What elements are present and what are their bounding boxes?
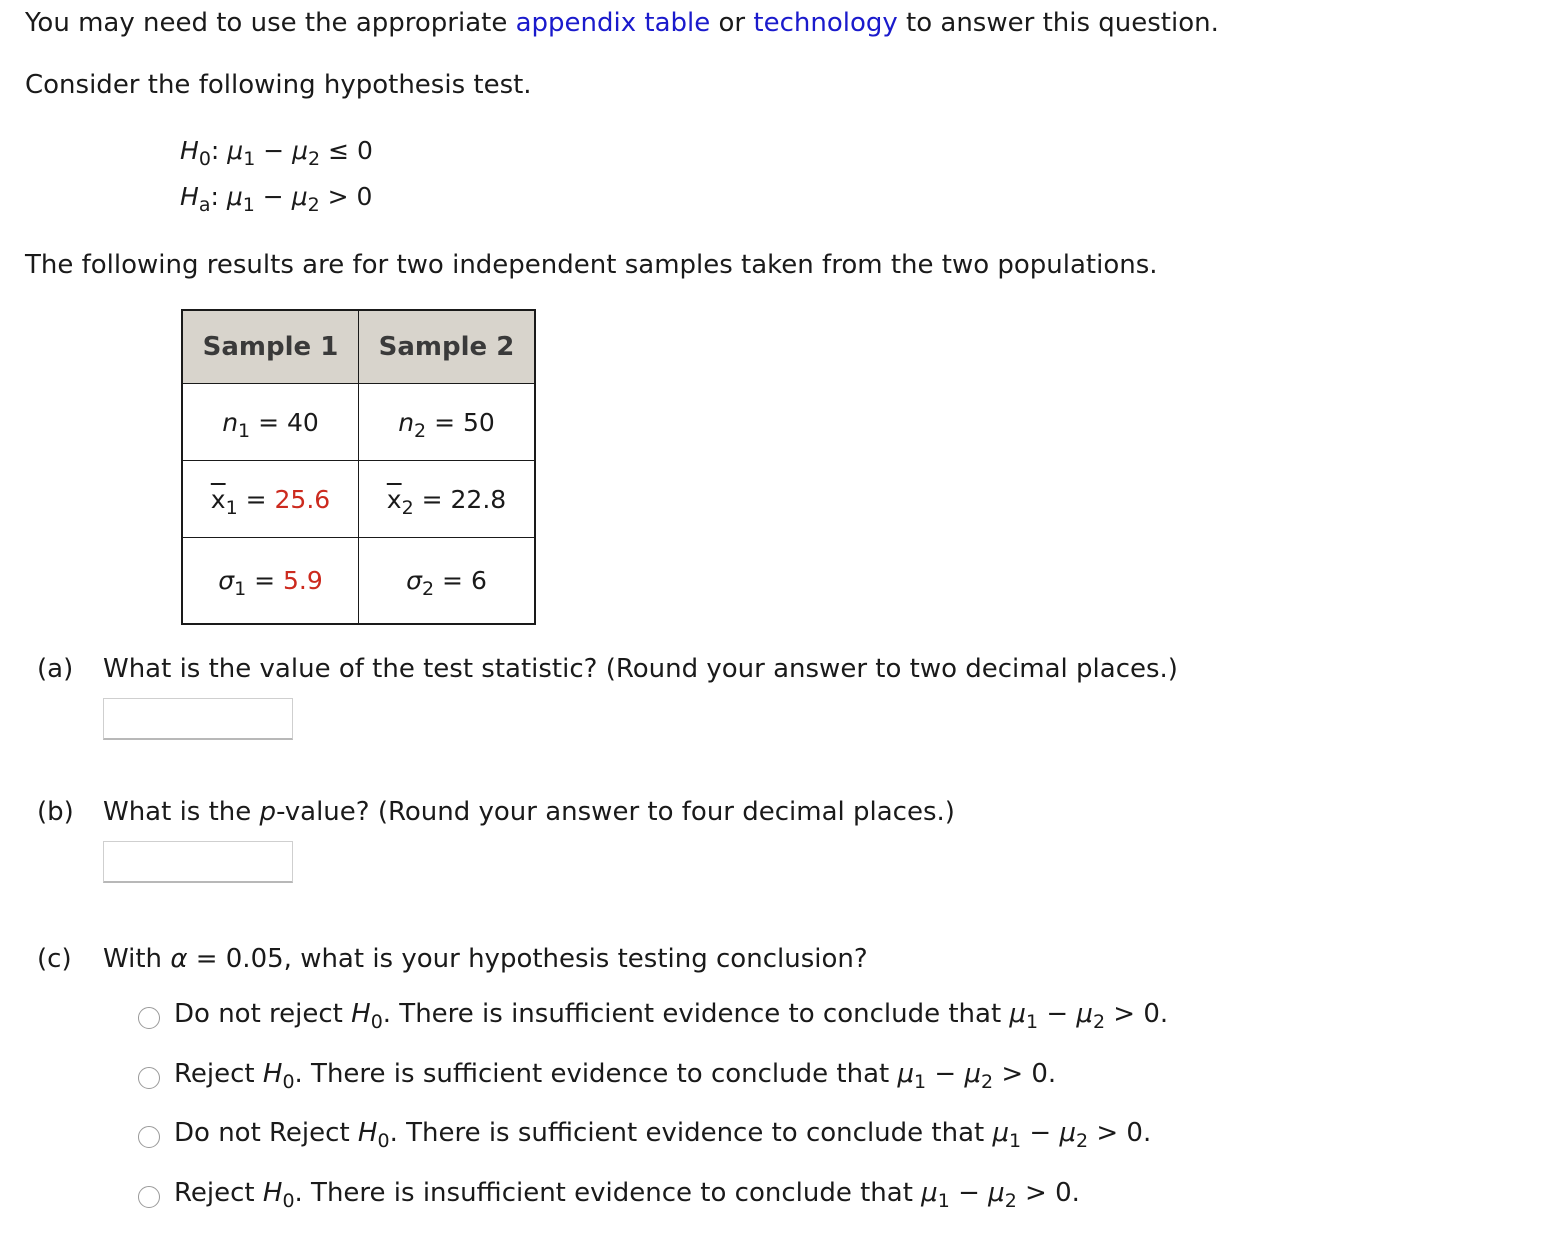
cell-sigma1: $\sigma_1 = 5.9$: [182, 538, 359, 624]
cell-n1: $n_1 = 40$: [182, 384, 359, 461]
p-value-input[interactable]: [103, 841, 293, 883]
intro-middle: or: [710, 8, 754, 38]
cell-n2: $n_2 = 50$: [359, 384, 536, 461]
option-2-radio[interactable]: [138, 1067, 160, 1089]
intro-prefix: You may need to use the appropriate: [25, 8, 516, 38]
option-3-radio[interactable]: [138, 1126, 160, 1148]
intro-suffix: to answer this question.: [897, 8, 1219, 38]
part-b-label: (b): [37, 797, 74, 827]
part-c-question: With α = 0.05, what is your hypothesis testing conclusion?: [103, 944, 868, 974]
null-hypothesis: $H_0$: $\mu_1 - \mu_2 \le 0$: [180, 136, 373, 170]
part-a-label: (a): [37, 654, 74, 684]
samples-table: [181, 309, 536, 625]
alternative-hypothesis: $H_a$: $\mu_1 - \mu_2 > 0$: [180, 182, 373, 216]
intro-text: [25, 8, 1219, 38]
option-1-label[interactable]: Do not reject $H_0$. There is insufficient evidence to conclude that $\mu_1 - \mu_2 > 0$.: [174, 999, 1169, 1033]
header-sample-2: Sample 2: [359, 310, 536, 384]
cell-x2: $\overline{x}_2 = 22.8$: [359, 461, 536, 538]
results-text: The following results are for two independent samples taken from the two populations.: [25, 250, 1158, 280]
table-row: [182, 461, 535, 538]
table-header-row: [182, 310, 535, 384]
technology-link[interactable]: technology: [753, 8, 898, 38]
part-a-question: What is the value of the test statistic? (Round your answer to two decimal places.): [103, 654, 1178, 684]
appendix-table-link[interactable]: appendix table: [515, 8, 711, 38]
table-row: [182, 384, 535, 461]
option-2-label[interactable]: Reject $H_0$. There is sufficient evidence to conclude that $\mu_1 - \mu_2 > 0$.: [174, 1059, 1057, 1093]
option-1-radio[interactable]: [138, 1007, 160, 1029]
consider-text: Consider the following hypothesis test.: [25, 70, 532, 100]
test-statistic-input[interactable]: [103, 698, 293, 740]
header-sample-1: Sample 1: [182, 310, 359, 384]
cell-sigma2: $\sigma_2 = 6$: [359, 538, 536, 624]
part-b-question: What is the p-value? (Round your answer to four decimal places.): [103, 797, 955, 827]
option-3-label[interactable]: Do not Reject $H_0$. There is sufficient evidence to conclude that $\mu_1 - \mu_2 > 0$.: [174, 1118, 1152, 1152]
option-4-radio[interactable]: [138, 1186, 160, 1208]
cell-x1: $\overline{x}_1 = 25.6$: [182, 461, 359, 538]
option-4-label[interactable]: Reject $H_0$. There is insufficient evidence to conclude that $\mu_1 - \mu_2 > 0$.: [174, 1178, 1080, 1212]
table-row: [182, 538, 535, 624]
part-c-label: (c): [37, 944, 72, 974]
